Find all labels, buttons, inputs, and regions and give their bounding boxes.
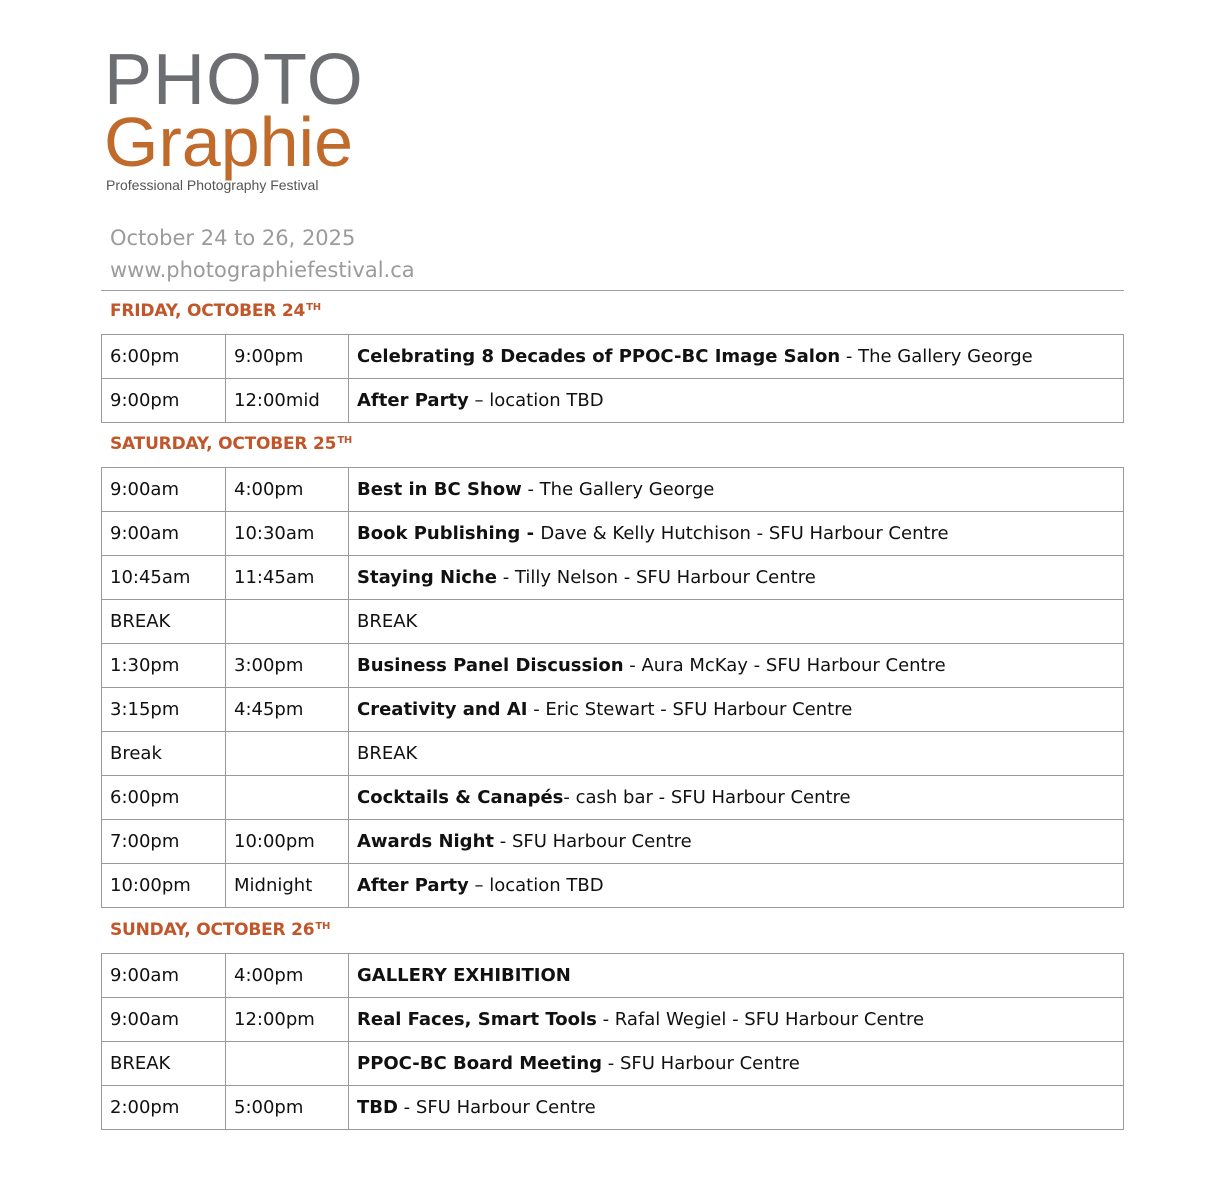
- event-dates: October 24 to 26, 2025: [110, 226, 356, 250]
- end-time: 11:45am: [226, 556, 349, 600]
- festival-logo: [104, 40, 364, 194]
- end-time: [226, 776, 349, 820]
- schedule-row: [102, 954, 1124, 998]
- day-heading-text: SUNDAY, OCTOBER 26: [110, 920, 315, 940]
- event-detail: - Eric Stewart - SFU Harbour Centre: [527, 699, 853, 720]
- start-time: 1:30pm: [102, 644, 226, 688]
- end-time: 12:00mid: [226, 379, 349, 423]
- end-time: [226, 600, 349, 644]
- end-time: [226, 732, 349, 776]
- event-detail: Dave & Kelly Hutchison - SFU Harbour Centre: [540, 523, 949, 544]
- event-title: Book Publishing -: [357, 523, 541, 544]
- day-heading-text: FRIDAY, OCTOBER 24: [110, 301, 306, 321]
- event-detail: - SFU Harbour Centre: [602, 1053, 800, 1074]
- end-time: 9:00pm: [226, 335, 349, 379]
- start-time: 7:00pm: [102, 820, 226, 864]
- schedule-row: [102, 468, 1124, 512]
- logo-tagline: Professional Photography Festival: [106, 177, 319, 193]
- event-cell: [349, 954, 1124, 998]
- start-time: 9:00pm: [102, 379, 226, 423]
- event-detail: - The Gallery George: [521, 479, 715, 500]
- event-detail: - Tilly Nelson - SFU Harbour Centre: [496, 567, 816, 588]
- end-time: 10:00pm: [226, 820, 349, 864]
- end-time: 3:00pm: [226, 644, 349, 688]
- day-heading-suffix: TH: [337, 435, 353, 446]
- event-website-link[interactable]: www.photographiefestival.ca: [110, 258, 415, 282]
- day-heading-suffix: TH: [315, 921, 331, 932]
- event-detail: - SFU Harbour Centre: [494, 831, 692, 852]
- event-cell: [349, 688, 1124, 732]
- event-cell: [349, 512, 1124, 556]
- event-detail: - cash bar - SFU Harbour Centre: [563, 787, 851, 808]
- start-time: 10:45am: [102, 556, 226, 600]
- event-title: After Party: [357, 390, 469, 411]
- event-title: GALLERY EXHIBITION: [357, 965, 571, 986]
- event-detail: BREAK: [357, 743, 418, 764]
- event-cell: [349, 468, 1124, 512]
- start-time: 9:00am: [102, 512, 226, 556]
- event-detail: - Aura McKay - SFU Harbour Centre: [623, 655, 946, 676]
- start-time: 9:00am: [102, 954, 226, 998]
- event-detail: - Rafal Wegiel - SFU Harbour Centre: [596, 1009, 925, 1030]
- day-heading-saturday: [110, 434, 352, 454]
- schedule-row: [102, 998, 1124, 1042]
- event-cell: [349, 1086, 1124, 1130]
- event-cell: [349, 335, 1124, 379]
- event-detail: BREAK: [357, 611, 418, 632]
- event-cell: [349, 864, 1124, 908]
- end-time: 4:00pm: [226, 954, 349, 998]
- schedule-row: [102, 556, 1124, 600]
- start-time: 6:00pm: [102, 776, 226, 820]
- event-title: Staying Niche: [357, 567, 497, 588]
- schedule-row: [102, 644, 1124, 688]
- schedule-row: [102, 600, 1124, 644]
- schedule-row: [102, 1086, 1124, 1130]
- event-detail: – location TBD: [468, 390, 604, 411]
- schedule-row: [102, 776, 1124, 820]
- end-time: 4:45pm: [226, 688, 349, 732]
- header-divider: [101, 290, 1124, 291]
- schedule-row: [102, 379, 1124, 423]
- end-time: [226, 1042, 349, 1086]
- end-time: 5:00pm: [226, 1086, 349, 1130]
- event-cell: [349, 1042, 1124, 1086]
- start-time: 9:00am: [102, 468, 226, 512]
- schedule-row: [102, 864, 1124, 908]
- day-heading-friday: [110, 301, 321, 321]
- logo-photo-text: PHOTO: [104, 40, 364, 120]
- day-heading-suffix: TH: [306, 302, 321, 313]
- start-time: Break: [102, 732, 226, 776]
- end-time: 4:00pm: [226, 468, 349, 512]
- event-cell: [349, 600, 1124, 644]
- event-title: Creativity and AI: [357, 699, 528, 720]
- event-title: Real Faces, Smart Tools: [357, 1009, 597, 1030]
- start-time: 3:15pm: [102, 688, 226, 732]
- event-title: Awards Night: [357, 831, 494, 852]
- start-time: 10:00pm: [102, 864, 226, 908]
- event-title: Cocktails & Canapés: [357, 787, 564, 808]
- end-time: 12:00pm: [226, 998, 349, 1042]
- event-info: [110, 222, 415, 286]
- start-time: 2:00pm: [102, 1086, 226, 1130]
- event-title: Business Panel Discussion: [357, 655, 624, 676]
- end-time: Midnight: [226, 864, 349, 908]
- event-cell: [349, 732, 1124, 776]
- schedule-table-sunday: [101, 953, 1124, 1130]
- schedule-row: [102, 732, 1124, 776]
- start-time: 9:00am: [102, 998, 226, 1042]
- day-heading-text: SATURDAY, OCTOBER 25: [110, 434, 337, 454]
- start-time: BREAK: [102, 600, 226, 644]
- event-title: PPOC-BC Board Meeting: [357, 1053, 603, 1074]
- schedule-table-saturday: [101, 467, 1124, 908]
- event-title: Best in BC Show: [357, 479, 522, 500]
- start-time: BREAK: [102, 1042, 226, 1086]
- schedule-row: [102, 335, 1124, 379]
- schedule-table-friday: [101, 334, 1124, 423]
- event-title: Celebrating 8 Decades of PPOC-BC Image Salon: [357, 346, 841, 367]
- event-cell: [349, 644, 1124, 688]
- event-cell: [349, 998, 1124, 1042]
- event-detail: - The Gallery George: [840, 346, 1033, 367]
- schedule-row: [102, 688, 1124, 732]
- event-cell: [349, 379, 1124, 423]
- end-time: 10:30am: [226, 512, 349, 556]
- event-detail: - SFU Harbour Centre: [397, 1097, 596, 1118]
- event-cell: [349, 776, 1124, 820]
- logo-graphie-text: Graphie: [104, 103, 354, 181]
- event-detail: – location TBD: [468, 875, 604, 896]
- start-time: 6:00pm: [102, 335, 226, 379]
- event-title: TBD: [357, 1097, 398, 1118]
- event-cell: [349, 556, 1124, 600]
- event-cell: [349, 820, 1124, 864]
- schedule-row: [102, 820, 1124, 864]
- schedule-row: [102, 1042, 1124, 1086]
- event-title: After Party: [357, 875, 469, 896]
- schedule-row: [102, 512, 1124, 556]
- day-heading-sunday: [110, 920, 330, 940]
